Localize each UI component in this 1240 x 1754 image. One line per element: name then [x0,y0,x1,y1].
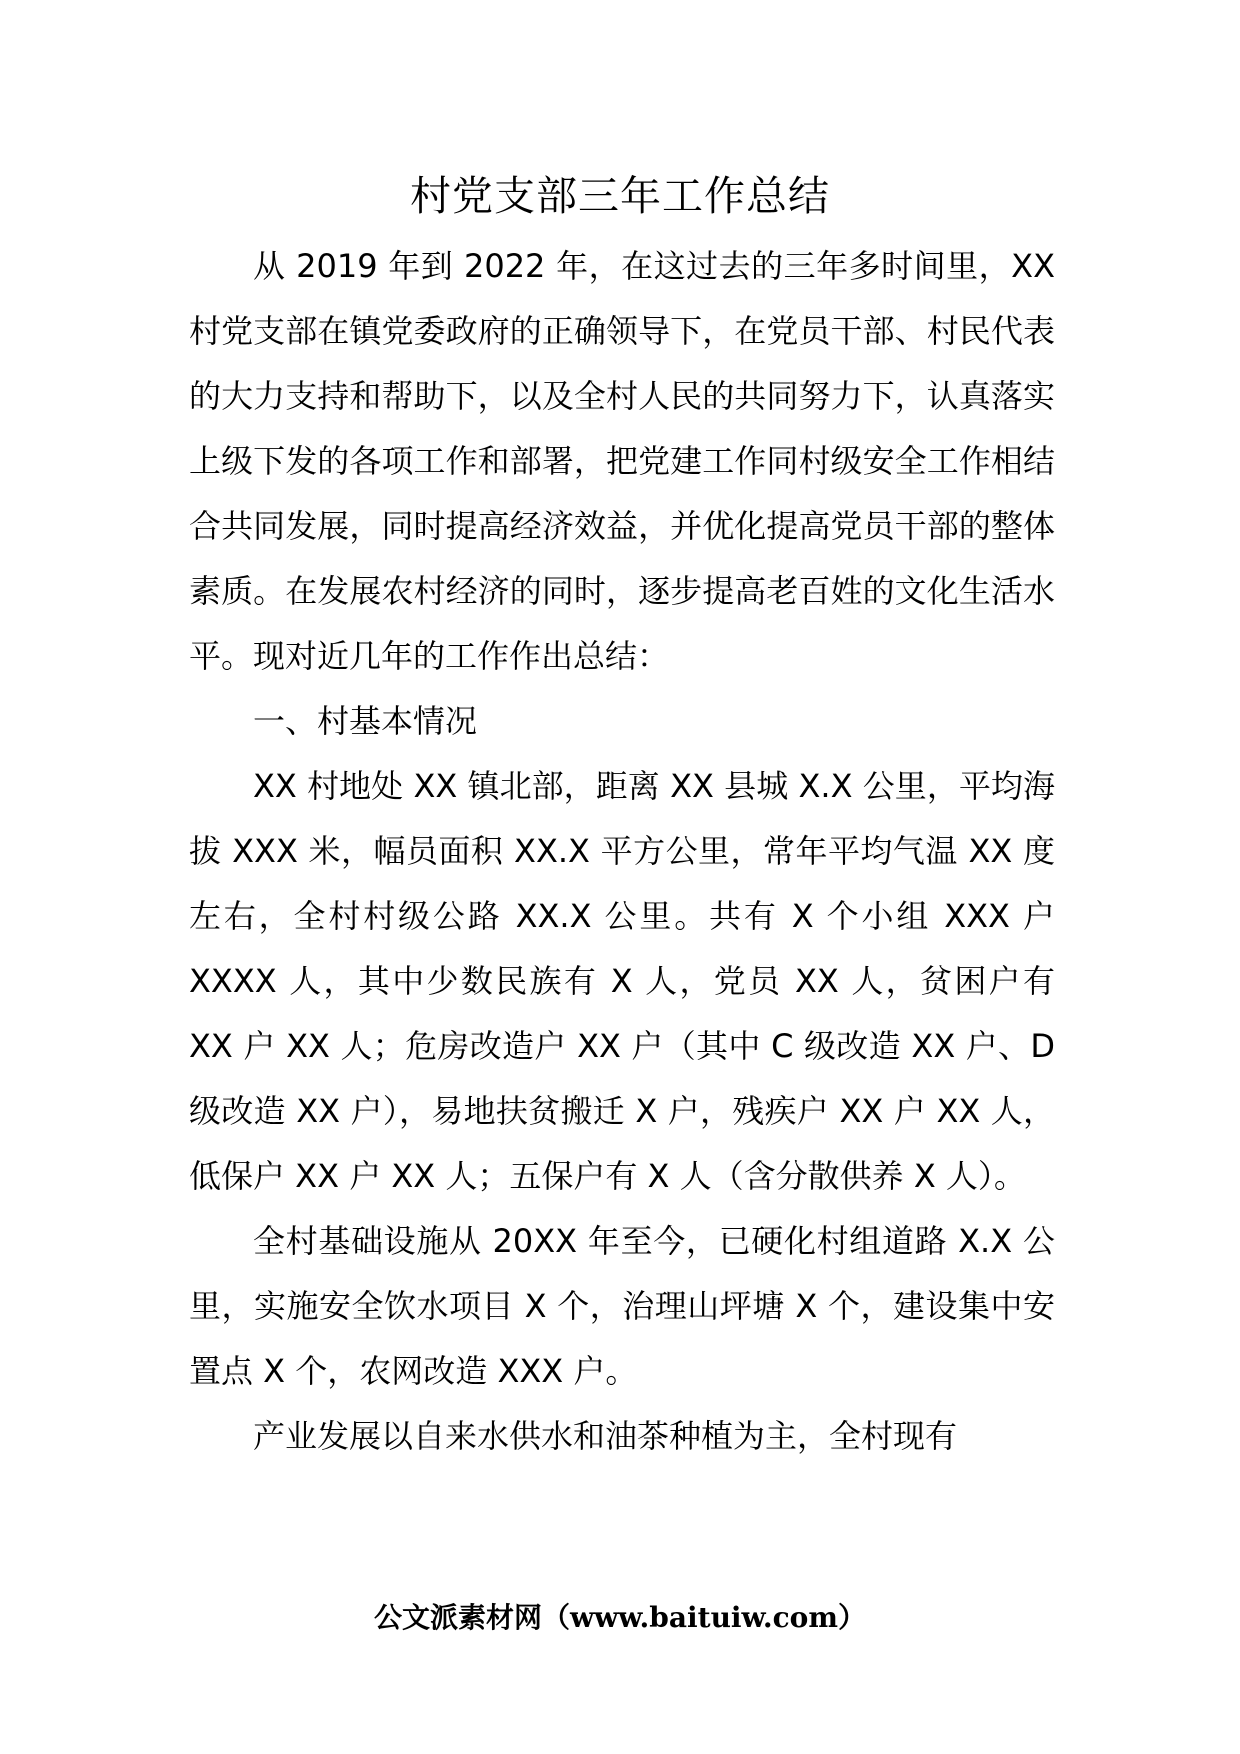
paragraph-intro: 从 2019 年到 2022 年，在这过去的三年多时间里，XX 村党支部在镇党委政府的正确领导下，在党员干部、村民代表的大力支持和帮助下，以及全村人民的共同努力下，认真落实上级下发的各项工作和部署，把党建工作同村级安全工作相结合共同发展，同时提高经济效益，并优化提高党员干部的整体素质。在发展农村经济的同时，逐步提高老百姓的文化生活水平。现对近几年的工作作出总结： [189,247,1055,675]
section-heading-basic-info: 一、村基本情况 [253,702,478,740]
paragraph-village-overview: XX 村地处 XX 镇北部，距离 XX 县城 X.X 公里，平均海拔 XXX 米，幅员面积 XX.X 平方公里，常年平均气温 XX 度左右，全村村级公路 XX.X 公里。共有 X 个小组 XXX 户 XXXX 人，其中少数民族有 X 人，党员 XX 人，贫困户有 XX 户 XX 人；危房改造户 XX 户（其中 C 级改造 XX 户、D 级改造 XX 户），易地扶贫搬迁 X 户，残疾户 XX 户 XX 人，低保户 XX 户 XX 人；五保户有 X 人（含分散供养 X 人）。 [189,767,1055,1195]
paragraph-industry: 产业发展以自来水供水和油茶种植为主，全村现有 [253,1417,958,1455]
document-title: 村党支部三年工作总结 [410,172,830,220]
document-body [189,234,1055,1469]
paragraph-infrastructure: 全村基础设施从 20XX 年至今，已硬化村组道路 X.X 公里，实施安全饮水项目 X 个，治理山坪塘 X 个，建设集中安置点 X 个，农网改造 XXX 户。 [189,1222,1055,1390]
footer-watermark: 公文派素材网（www.baituiw.com） [374,1601,866,1634]
